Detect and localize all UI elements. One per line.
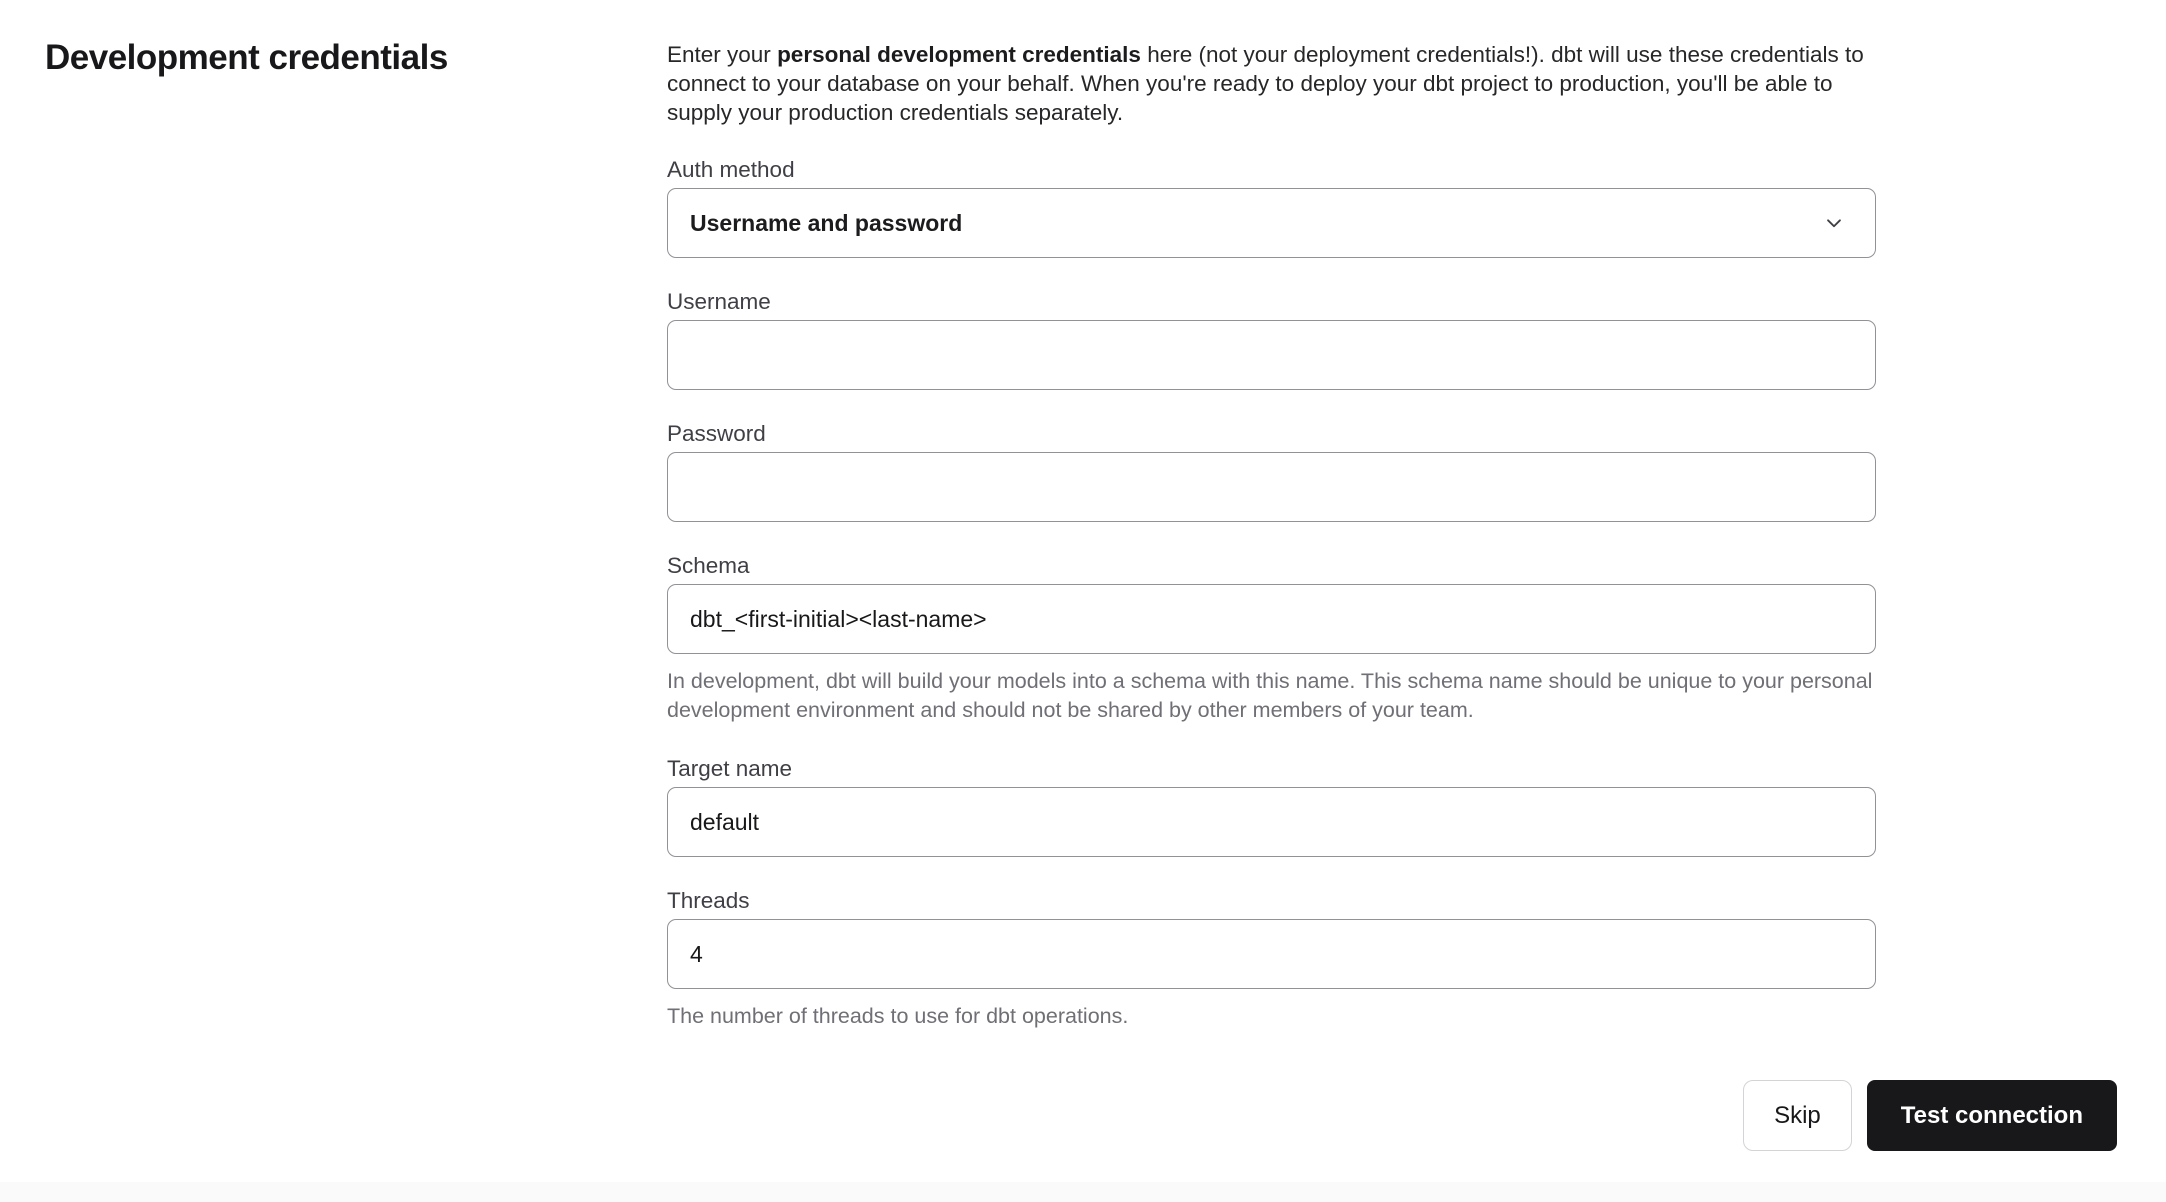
username-input[interactable] [667,320,1876,390]
auth-method-label: Auth method [667,157,795,182]
threads-label: Threads [667,888,750,913]
form-actions [1743,1080,2117,1151]
intro-text [667,40,1876,127]
password-label: Password [667,421,766,446]
schema-help-text: In development, dbt will build your models into a schema with this name. This schema name should be unique to your personal development environment and should not be shared by other members of your team. [667,669,1873,722]
intro-bold: personal development credentials [777,42,1141,67]
threads-input[interactable] [667,919,1876,989]
username-label: Username [667,289,771,314]
schema-input[interactable] [667,584,1876,654]
intro-part2: here (not your deployment credentials!). dbt will use these credentials to connect to your database on your behalf. When you're ready to deploy your dbt project to production, you'll be able to supply your production credentials separately. [667,42,1864,125]
target-name-label: Target name [667,756,793,781]
auth-method-selected-value: Username and password [690,209,963,236]
test-connection-button[interactable]: Test connection [1867,1080,2117,1151]
left-column [45,38,645,78]
chevron-down-icon [1821,210,1847,236]
target-name-input[interactable] [667,787,1876,857]
intro-part1: Enter your [667,42,778,67]
password-input[interactable] [667,452,1876,522]
auth-method-select[interactable] [667,188,1876,258]
page-title: Development credentials [45,38,448,77]
credentials-form [667,40,1876,1031]
threads-help-text: The number of threads to use for dbt operations. [667,1004,1129,1028]
skip-button[interactable]: Skip [1743,1080,1852,1151]
page-bottom-strip [0,1182,2166,1202]
schema-label: Schema [667,553,750,578]
